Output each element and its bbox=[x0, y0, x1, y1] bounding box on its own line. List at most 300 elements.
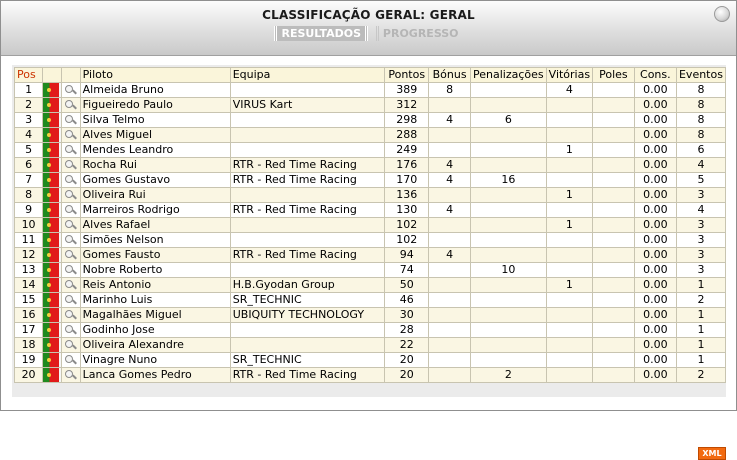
col-flag bbox=[43, 68, 62, 83]
row-penalizacoes bbox=[471, 203, 547, 218]
row-pos: 17 bbox=[15, 323, 43, 338]
portugal-flag-icon bbox=[43, 128, 59, 142]
row-eventos: 2 bbox=[676, 293, 725, 308]
row-piloto[interactable]: Magalhães Miguel bbox=[80, 308, 230, 323]
row-bonus bbox=[429, 293, 471, 308]
row-pontos: 176 bbox=[385, 158, 429, 173]
row-vitorias: 1 bbox=[546, 218, 592, 233]
table-row bbox=[15, 128, 726, 143]
row-poles bbox=[593, 248, 635, 263]
row-flag bbox=[43, 353, 62, 368]
row-pos: 14 bbox=[15, 278, 43, 293]
row-eventos: 1 bbox=[676, 353, 725, 368]
row-flag bbox=[43, 248, 62, 263]
row-profile bbox=[62, 308, 80, 323]
col-bonus[interactable]: Bónus bbox=[429, 68, 471, 83]
table-row bbox=[15, 293, 726, 308]
magnifier-icon[interactable] bbox=[62, 353, 78, 367]
row-poles bbox=[593, 233, 635, 248]
row-pontos: 102 bbox=[385, 218, 429, 233]
row-flag bbox=[43, 368, 62, 383]
row-equipa: RTR - Red Time Racing bbox=[230, 203, 384, 218]
row-penalizacoes bbox=[471, 98, 547, 113]
row-penalizacoes bbox=[471, 188, 547, 203]
col-piloto[interactable]: Piloto bbox=[80, 68, 230, 83]
row-cons: 0.00 bbox=[634, 248, 676, 263]
magnifier-icon[interactable] bbox=[62, 113, 78, 127]
row-equipa: RTR - Red Time Racing bbox=[230, 158, 384, 173]
row-cons: 0.00 bbox=[634, 83, 676, 98]
row-piloto[interactable]: Alves Miguel bbox=[80, 128, 230, 143]
row-bonus: 4 bbox=[429, 173, 471, 188]
row-cons: 0.00 bbox=[634, 233, 676, 248]
magnifier-icon[interactable] bbox=[62, 263, 78, 277]
row-profile bbox=[62, 173, 80, 188]
row-eventos: 2 bbox=[676, 368, 725, 383]
row-pos: 15 bbox=[15, 293, 43, 308]
magnifier-icon[interactable] bbox=[62, 278, 78, 292]
row-piloto[interactable]: Oliveira Rui bbox=[80, 188, 230, 203]
row-poles bbox=[593, 278, 635, 293]
row-piloto[interactable]: Silva Telmo bbox=[80, 113, 230, 128]
row-eventos: 3 bbox=[676, 233, 725, 248]
col-cons[interactable]: Cons. bbox=[634, 68, 676, 83]
row-pos: 8 bbox=[15, 188, 43, 203]
row-cons: 0.00 bbox=[634, 323, 676, 338]
row-pontos: 298 bbox=[385, 113, 429, 128]
row-equipa bbox=[230, 128, 384, 143]
row-pos: 18 bbox=[15, 338, 43, 353]
row-equipa: RTR - Red Time Racing bbox=[230, 173, 384, 188]
row-bonus bbox=[429, 128, 471, 143]
row-poles bbox=[593, 98, 635, 113]
row-penalizacoes bbox=[471, 143, 547, 158]
row-equipa: SR_TECHNIC bbox=[230, 293, 384, 308]
row-cons: 0.00 bbox=[634, 173, 676, 188]
row-flag bbox=[43, 323, 62, 338]
row-equipa bbox=[230, 143, 384, 158]
row-equipa bbox=[230, 113, 384, 128]
row-poles bbox=[593, 158, 635, 173]
portugal-flag-icon bbox=[43, 233, 59, 247]
row-bonus: 4 bbox=[429, 203, 471, 218]
row-penalizacoes bbox=[471, 128, 547, 143]
row-pos: 20 bbox=[15, 368, 43, 383]
portugal-flag-icon bbox=[43, 338, 59, 352]
magnifier-icon[interactable] bbox=[62, 338, 78, 352]
row-bonus bbox=[429, 218, 471, 233]
row-pos: 6 bbox=[15, 158, 43, 173]
row-pontos: 389 bbox=[385, 83, 429, 98]
row-poles bbox=[593, 338, 635, 353]
row-pontos: 20 bbox=[385, 353, 429, 368]
table-row bbox=[15, 143, 726, 158]
row-eventos: 1 bbox=[676, 278, 725, 293]
row-flag bbox=[43, 113, 62, 128]
row-vitorias bbox=[546, 263, 592, 278]
row-bonus bbox=[429, 188, 471, 203]
row-eventos: 1 bbox=[676, 338, 725, 353]
portugal-flag-icon bbox=[43, 263, 59, 277]
table-row bbox=[15, 323, 726, 338]
row-pos: 5 bbox=[15, 143, 43, 158]
magnifier-icon[interactable] bbox=[62, 248, 78, 262]
table-row bbox=[15, 218, 726, 233]
table-row bbox=[15, 158, 726, 173]
row-vitorias bbox=[546, 248, 592, 263]
portugal-flag-icon bbox=[43, 368, 59, 382]
row-eventos: 1 bbox=[676, 323, 725, 338]
magnifier-icon[interactable] bbox=[62, 293, 78, 307]
portugal-flag-icon bbox=[43, 83, 59, 97]
portugal-flag-icon bbox=[43, 188, 59, 202]
row-pontos: 22 bbox=[385, 338, 429, 353]
row-piloto[interactable]: Vinagre Nuno bbox=[80, 353, 230, 368]
row-pos: 4 bbox=[15, 128, 43, 143]
portugal-flag-icon bbox=[43, 98, 59, 112]
row-pontos: 28 bbox=[385, 323, 429, 338]
row-penalizacoes bbox=[471, 83, 547, 98]
table-row bbox=[15, 113, 726, 128]
row-equipa: RTR - Red Time Racing bbox=[230, 368, 384, 383]
row-equipa: UBIQUITY TECHNOLOGY bbox=[230, 308, 384, 323]
row-pos: 13 bbox=[15, 263, 43, 278]
row-vitorias bbox=[546, 293, 592, 308]
col-penalizacoes[interactable]: Penalizações bbox=[471, 68, 547, 83]
row-pontos: 102 bbox=[385, 233, 429, 248]
magnifier-icon[interactable] bbox=[62, 128, 78, 142]
row-penalizacoes bbox=[471, 248, 547, 263]
row-piloto[interactable]: Simões Nelson bbox=[80, 233, 230, 248]
row-piloto[interactable]: Figueiredo Paulo bbox=[80, 98, 230, 113]
row-pontos: 288 bbox=[385, 128, 429, 143]
close-icon[interactable] bbox=[714, 6, 730, 22]
portugal-flag-icon bbox=[43, 278, 59, 292]
row-penalizacoes bbox=[471, 338, 547, 353]
row-flag bbox=[43, 278, 62, 293]
row-flag bbox=[43, 98, 62, 113]
tab-resultados[interactable]: RESULTADOS bbox=[274, 26, 368, 41]
table-row bbox=[15, 188, 726, 203]
title-bar bbox=[1, 1, 736, 56]
table-row bbox=[15, 308, 726, 323]
magnifier-icon[interactable] bbox=[62, 203, 78, 217]
row-piloto[interactable]: Gomes Fausto bbox=[80, 248, 230, 263]
row-bonus bbox=[429, 323, 471, 338]
row-poles bbox=[593, 323, 635, 338]
portugal-flag-icon bbox=[43, 113, 59, 127]
row-profile bbox=[62, 188, 80, 203]
magnifier-icon[interactable] bbox=[62, 173, 78, 187]
row-eventos: 8 bbox=[676, 113, 725, 128]
row-piloto[interactable]: Alves Rafael bbox=[80, 218, 230, 233]
magnifier-icon[interactable] bbox=[62, 368, 78, 382]
row-profile bbox=[62, 323, 80, 338]
row-flag bbox=[43, 158, 62, 173]
row-profile bbox=[62, 263, 80, 278]
portugal-flag-icon bbox=[43, 353, 59, 367]
table-row bbox=[15, 203, 726, 218]
row-eventos: 5 bbox=[676, 173, 725, 188]
row-pos: 1 bbox=[15, 83, 43, 98]
row-piloto[interactable]: Marreiros Rodrigo bbox=[80, 203, 230, 218]
row-eventos: 4 bbox=[676, 203, 725, 218]
row-piloto[interactable]: Reis Antonio bbox=[80, 278, 230, 293]
row-cons: 0.00 bbox=[634, 353, 676, 368]
row-poles bbox=[593, 173, 635, 188]
row-piloto[interactable]: Gomes Gustavo bbox=[80, 173, 230, 188]
row-flag bbox=[43, 143, 62, 158]
row-poles bbox=[593, 188, 635, 203]
row-penalizacoes: 6 bbox=[471, 113, 547, 128]
row-poles bbox=[593, 143, 635, 158]
row-vitorias bbox=[546, 353, 592, 368]
row-vitorias: 4 bbox=[546, 83, 592, 98]
row-cons: 0.00 bbox=[634, 203, 676, 218]
row-poles bbox=[593, 203, 635, 218]
row-pontos: 46 bbox=[385, 293, 429, 308]
table-row bbox=[15, 368, 726, 383]
row-flag bbox=[43, 188, 62, 203]
magnifier-icon[interactable] bbox=[62, 98, 78, 112]
row-profile bbox=[62, 233, 80, 248]
row-equipa: H.B.Gyodan Group bbox=[230, 278, 384, 293]
row-bonus: 4 bbox=[429, 158, 471, 173]
results-panel bbox=[12, 65, 726, 458]
magnifier-icon[interactable] bbox=[62, 308, 78, 322]
row-penalizacoes bbox=[471, 323, 547, 338]
row-cons: 0.00 bbox=[634, 128, 676, 143]
row-pontos: 30 bbox=[385, 308, 429, 323]
table-row bbox=[15, 248, 726, 263]
row-equipa bbox=[230, 338, 384, 353]
row-penalizacoes: 10 bbox=[471, 263, 547, 278]
row-pos: 2 bbox=[15, 98, 43, 113]
portugal-flag-icon bbox=[43, 143, 59, 157]
row-equipa bbox=[230, 218, 384, 233]
row-profile bbox=[62, 113, 80, 128]
row-bonus bbox=[429, 368, 471, 383]
row-penalizacoes bbox=[471, 293, 547, 308]
row-bonus bbox=[429, 98, 471, 113]
row-pontos: 20 bbox=[385, 368, 429, 383]
row-cons: 0.00 bbox=[634, 158, 676, 173]
row-penalizacoes bbox=[471, 353, 547, 368]
row-bonus: 8 bbox=[429, 83, 471, 98]
row-bonus: 4 bbox=[429, 113, 471, 128]
row-bonus bbox=[429, 308, 471, 323]
row-profile bbox=[62, 203, 80, 218]
row-profile bbox=[62, 98, 80, 113]
row-piloto[interactable]: Marinho Luis bbox=[80, 293, 230, 308]
row-piloto[interactable]: Oliveira Alexandre bbox=[80, 338, 230, 353]
row-pos: 9 bbox=[15, 203, 43, 218]
row-cons: 0.00 bbox=[634, 188, 676, 203]
row-profile bbox=[62, 278, 80, 293]
row-eventos: 3 bbox=[676, 248, 725, 263]
magnifier-icon[interactable] bbox=[62, 143, 78, 157]
row-vitorias bbox=[546, 158, 592, 173]
row-penalizacoes: 16 bbox=[471, 173, 547, 188]
row-flag bbox=[43, 233, 62, 248]
row-penalizacoes bbox=[471, 278, 547, 293]
row-poles bbox=[593, 353, 635, 368]
row-profile bbox=[62, 368, 80, 383]
row-eventos: 1 bbox=[676, 308, 725, 323]
col-equipa[interactable]: Equipa bbox=[230, 68, 384, 83]
table-row bbox=[15, 173, 726, 188]
row-equipa bbox=[230, 188, 384, 203]
table-row bbox=[15, 278, 726, 293]
row-poles bbox=[593, 308, 635, 323]
magnifier-icon[interactable] bbox=[62, 158, 78, 172]
col-profile bbox=[62, 68, 80, 83]
row-cons: 0.00 bbox=[634, 278, 676, 293]
row-piloto[interactable]: Godinho Jose bbox=[80, 323, 230, 338]
row-pos: 7 bbox=[15, 173, 43, 188]
magnifier-icon[interactable] bbox=[62, 188, 78, 202]
portugal-flag-icon bbox=[43, 308, 59, 322]
col-poles[interactable]: Poles bbox=[593, 68, 635, 83]
row-profile bbox=[62, 83, 80, 98]
portugal-flag-icon bbox=[43, 173, 59, 187]
row-penalizacoes bbox=[471, 218, 547, 233]
row-pos: 19 bbox=[15, 353, 43, 368]
portugal-flag-icon bbox=[43, 203, 59, 217]
row-cons: 0.00 bbox=[634, 308, 676, 323]
row-cons: 0.00 bbox=[634, 338, 676, 353]
row-penalizacoes: 2 bbox=[471, 368, 547, 383]
table-row bbox=[15, 98, 726, 113]
portugal-flag-icon bbox=[43, 218, 59, 232]
row-flag bbox=[43, 128, 62, 143]
row-poles bbox=[593, 113, 635, 128]
portugal-flag-icon bbox=[43, 293, 59, 307]
row-bonus bbox=[429, 263, 471, 278]
row-profile bbox=[62, 338, 80, 353]
row-poles bbox=[593, 263, 635, 278]
row-equipa: SR_TECHNIC bbox=[230, 353, 384, 368]
row-pontos: 94 bbox=[385, 248, 429, 263]
row-profile bbox=[62, 218, 80, 233]
row-profile bbox=[62, 158, 80, 173]
row-eventos: 3 bbox=[676, 218, 725, 233]
row-piloto[interactable]: Lanca Gomes Pedro bbox=[80, 368, 230, 383]
row-vitorias bbox=[546, 308, 592, 323]
magnifier-icon[interactable] bbox=[62, 323, 78, 337]
row-bonus bbox=[429, 353, 471, 368]
table-row bbox=[15, 263, 726, 278]
portugal-flag-icon bbox=[43, 248, 59, 262]
row-equipa bbox=[230, 233, 384, 248]
row-piloto[interactable]: Nobre Roberto bbox=[80, 263, 230, 278]
row-equipa bbox=[230, 83, 384, 98]
row-vitorias: 1 bbox=[546, 143, 592, 158]
results-table bbox=[14, 67, 726, 383]
row-cons: 0.00 bbox=[634, 263, 676, 278]
row-flag bbox=[43, 293, 62, 308]
row-bonus bbox=[429, 143, 471, 158]
row-pontos: 130 bbox=[385, 203, 429, 218]
row-poles bbox=[593, 128, 635, 143]
row-flag bbox=[43, 338, 62, 353]
row-flag bbox=[43, 308, 62, 323]
row-penalizacoes bbox=[471, 158, 547, 173]
row-flag bbox=[43, 173, 62, 188]
row-profile bbox=[62, 353, 80, 368]
row-cons: 0.00 bbox=[634, 218, 676, 233]
row-penalizacoes bbox=[471, 233, 547, 248]
row-pos: 10 bbox=[15, 218, 43, 233]
row-equipa: VIRUS Kart bbox=[230, 98, 384, 113]
row-poles bbox=[593, 218, 635, 233]
row-equipa: RTR - Red Time Racing bbox=[230, 248, 384, 263]
magnifier-icon[interactable] bbox=[62, 218, 78, 232]
magnifier-icon[interactable] bbox=[62, 83, 78, 97]
row-vitorias bbox=[546, 173, 592, 188]
row-profile bbox=[62, 143, 80, 158]
row-pos: 12 bbox=[15, 248, 43, 263]
row-eventos: 4 bbox=[676, 158, 725, 173]
row-flag bbox=[43, 263, 62, 278]
col-eventos[interactable]: Eventos bbox=[676, 68, 725, 83]
row-vitorias: 1 bbox=[546, 188, 592, 203]
table-row bbox=[15, 353, 726, 368]
table-row bbox=[15, 83, 726, 98]
row-cons: 0.00 bbox=[634, 293, 676, 308]
magnifier-icon[interactable] bbox=[62, 233, 78, 247]
row-pontos: 170 bbox=[385, 173, 429, 188]
row-cons: 0.00 bbox=[634, 113, 676, 128]
row-equipa bbox=[230, 263, 384, 278]
row-vitorias bbox=[546, 128, 592, 143]
row-bonus bbox=[429, 338, 471, 353]
row-bonus: 4 bbox=[429, 248, 471, 263]
row-vitorias bbox=[546, 368, 592, 383]
xml-export-button[interactable]: XML bbox=[698, 447, 726, 460]
row-piloto[interactable]: Mendes Leandro bbox=[80, 143, 230, 158]
row-equipa bbox=[230, 323, 384, 338]
row-eventos: 8 bbox=[676, 98, 725, 113]
row-bonus bbox=[429, 278, 471, 293]
row-bonus bbox=[429, 233, 471, 248]
table-row bbox=[15, 338, 726, 353]
row-piloto[interactable]: Rocha Rui bbox=[80, 158, 230, 173]
row-flag bbox=[43, 218, 62, 233]
col-pontos[interactable]: Pontos bbox=[385, 68, 429, 83]
tab-progresso[interactable]: PROGRESSO bbox=[376, 26, 463, 41]
row-cons: 0.00 bbox=[634, 98, 676, 113]
row-penalizacoes bbox=[471, 308, 547, 323]
row-vitorias bbox=[546, 203, 592, 218]
tab-bar bbox=[1, 26, 736, 41]
row-cons: 0.00 bbox=[634, 143, 676, 158]
row-pos: 16 bbox=[15, 308, 43, 323]
row-pontos: 74 bbox=[385, 263, 429, 278]
row-eventos: 3 bbox=[676, 188, 725, 203]
row-profile bbox=[62, 293, 80, 308]
col-pos[interactable]: Pos bbox=[15, 68, 43, 83]
row-pos: 3 bbox=[15, 113, 43, 128]
row-profile bbox=[62, 248, 80, 263]
row-vitorias bbox=[546, 113, 592, 128]
table-header bbox=[15, 68, 726, 83]
col-vitorias[interactable]: Vitórias bbox=[546, 68, 592, 83]
row-eventos: 8 bbox=[676, 128, 725, 143]
row-piloto[interactable]: Almeida Bruno bbox=[80, 83, 230, 98]
row-pontos: 50 bbox=[385, 278, 429, 293]
row-flag bbox=[43, 203, 62, 218]
